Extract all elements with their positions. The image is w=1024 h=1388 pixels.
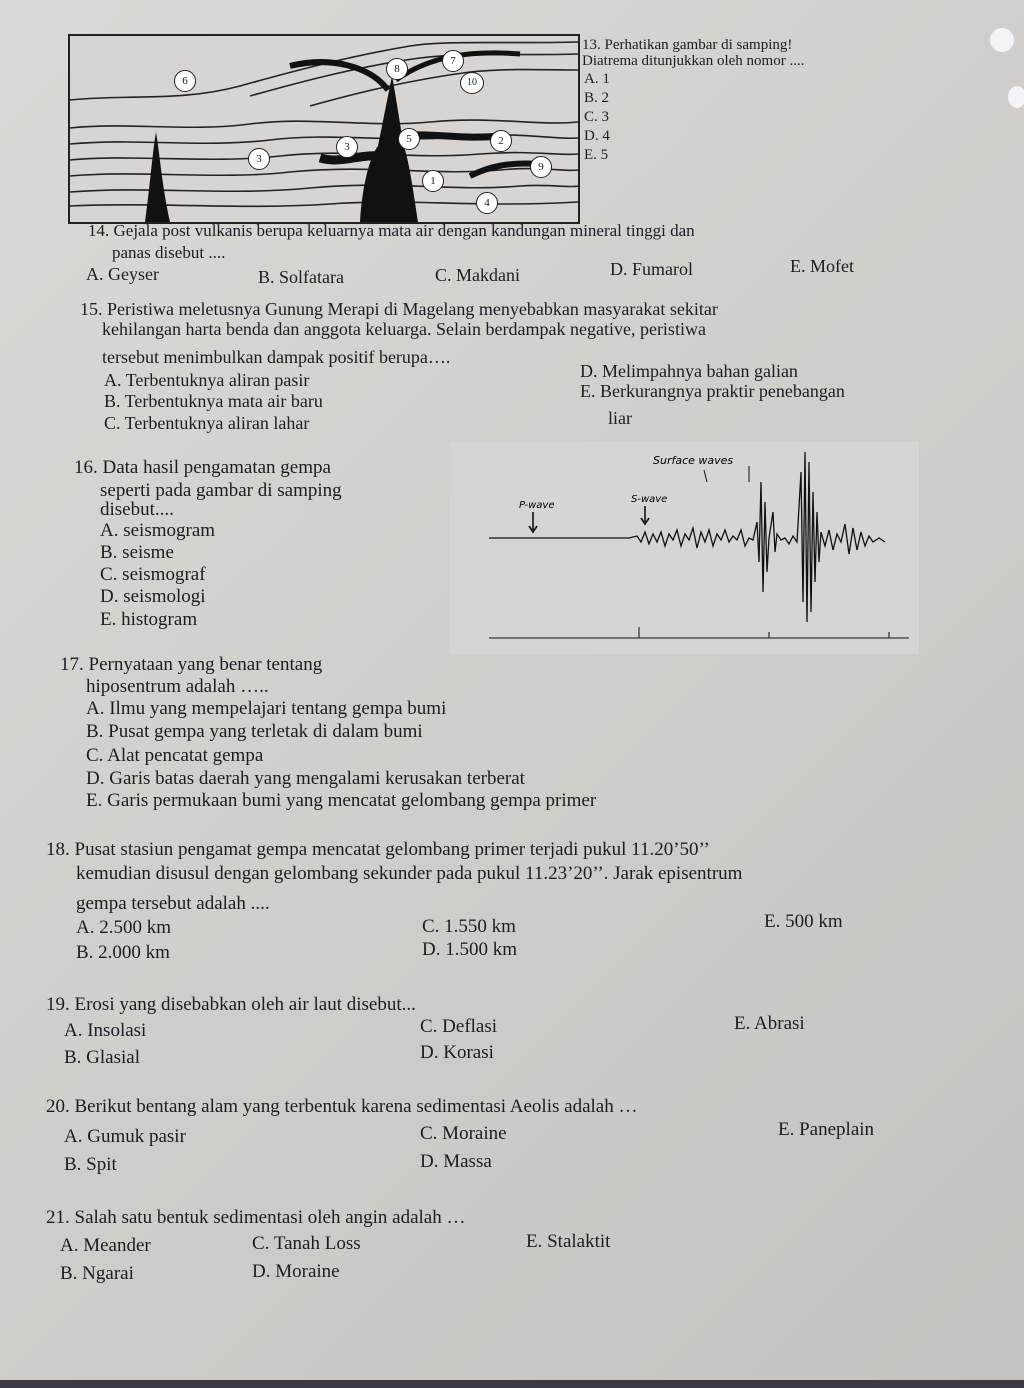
q20-option-c: C. Moraine — [420, 1123, 507, 1144]
q18-option-b: B. 2.000 km — [76, 942, 170, 963]
q15-option-c: C. Terbentuknya aliran lahar — [104, 413, 310, 433]
q13-option-d: D. 4 — [584, 128, 610, 144]
q16-question: 16. Data hasil pengamatan gempa — [74, 457, 331, 478]
q17-option-e: E. Garis permukaan bumi yang mencatat gelombang gempa primer — [86, 790, 597, 811]
q13-option-e: E. 5 — [584, 147, 609, 163]
q21-option-c: C. Tanah Loss — [252, 1233, 361, 1254]
p-wave-label: P-wave — [519, 500, 555, 511]
q17-option-d: D. Garis batas daerah yang mengalami kerusakan terberat — [86, 768, 525, 789]
volcano-cross-section — [70, 36, 578, 222]
q20-option-b: B. Spit — [64, 1154, 117, 1175]
q21-option-b: B. Ngarai — [60, 1263, 134, 1284]
q16-option-e: E. histogram — [100, 609, 198, 630]
q14-option-d: D. Fumarol — [610, 259, 693, 279]
q18-question: kemudian disusul dengan gelombang sekunder pada pukul 11.23’20’’. Jarak episentrum — [76, 863, 743, 884]
q21-question: 21. Salah satu bentuk sedimentasi oleh angin adalah … — [46, 1207, 466, 1228]
diagram-label: 1 — [422, 170, 444, 192]
q15-option-e-cont: liar — [608, 408, 632, 428]
q17-option-c: C. Alat pencatat gempa — [86, 745, 264, 766]
q19-option-b: B. Glasial — [64, 1047, 140, 1068]
q13-text: 13. Perhatikan gambar di samping! — [582, 37, 793, 53]
q19-option-a: A. Insolasi — [64, 1020, 147, 1041]
q15-question: kehilangan harta benda dan anggota keluarga. Selain berdampak negative, peristiwa — [102, 319, 706, 339]
q16-question: disebut.... — [100, 499, 174, 520]
q18-option-d: D. 1.500 km — [422, 939, 517, 960]
q14-question: panas disebut .... — [112, 243, 226, 262]
q14-option-c: C. Makdani — [435, 265, 520, 285]
q16-option-c: C. seismograf — [100, 564, 206, 585]
q18-question: 18. Pusat stasiun pengamat gempa mencatat gelombang primer terjadi pukul 11.20’50’’ — [46, 839, 710, 860]
q17-question: 17. Pernyataan yang benar tentang — [60, 654, 323, 675]
q16-option-d: D. seismologi — [100, 586, 206, 607]
seismogram-figure — [449, 442, 919, 654]
q19-option-e: E. Abrasi — [734, 1013, 805, 1034]
q21-option-d: D. Moraine — [252, 1261, 340, 1282]
q13-option-a: A. 1 — [584, 71, 610, 87]
diagram-label: 3 — [248, 148, 270, 170]
q19-option-d: D. Korasi — [420, 1042, 494, 1063]
diagram-label: 7 — [442, 50, 464, 72]
seismogram-trace — [449, 442, 919, 654]
q14-option-a: A. Geyser — [86, 264, 159, 284]
q18-option-c: C. 1.550 km — [422, 916, 516, 937]
q21-option-e: E. Stalaktit — [526, 1231, 611, 1252]
page-bottom-edge — [0, 1380, 1024, 1388]
q18-option-e: E. 500 km — [764, 911, 843, 932]
q20-option-e: E. Paneplain — [778, 1119, 875, 1140]
q13-option-b: B. 2 — [584, 90, 610, 106]
diagram-label: 5 — [398, 128, 420, 150]
q15-option-b: B. Terbentuknya mata air baru — [104, 391, 323, 411]
q17-question: hiposentrum adalah ….. — [86, 676, 269, 697]
q15-option-e: E. Berkurangnya praktir penebangan — [580, 381, 845, 401]
diagram-label: 8 — [386, 58, 408, 80]
q13-text: Diatrema ditunjukkan oleh nomor .... — [582, 53, 805, 69]
q15-option-d: D. Melimpahnya bahan galian — [580, 361, 798, 381]
q21-option-a: A. Meander — [60, 1235, 151, 1256]
diagram-label: 3 — [336, 136, 358, 158]
q20-question: 20. Berikut bentang alam yang terbentuk karena sedimentasi Aeolis adalah … — [46, 1096, 638, 1117]
q16-option-b: B. seisme — [100, 542, 174, 563]
q13-option-c: C. 3 — [584, 109, 610, 125]
diagram-label: 6 — [174, 70, 196, 92]
q20-option-d: D. Massa — [420, 1151, 492, 1172]
margin-dot — [1008, 86, 1024, 108]
q18-question: gempa tersebut adalah .... — [76, 893, 270, 914]
diagram-label: 9 — [530, 156, 552, 178]
q19-question: 19. Erosi yang disebabkan oleh air laut disebut... — [46, 994, 416, 1015]
diagram-label: 2 — [490, 130, 512, 152]
volcano-diagram — [68, 34, 580, 224]
q15-option-a: A. Terbentuknya aliran pasir — [104, 370, 310, 390]
q16-option-a: A. seismogram — [100, 520, 216, 541]
surface-waves-label: Surface waves — [653, 454, 734, 467]
q19-option-c: C. Deflasi — [420, 1016, 498, 1037]
q18-option-a: A. 2.500 km — [76, 917, 171, 938]
q17-option-b: B. Pusat gempa yang terletak di dalam bumi — [86, 721, 423, 742]
diagram-label: 10 — [460, 72, 484, 94]
q16-question: seperti pada gambar di samping — [100, 480, 342, 501]
q14-question: 14. Gejala post vulkanis berupa keluarnya mata air dengan kandungan mineral tinggi dan — [88, 221, 695, 240]
diagram-label: 4 — [476, 192, 498, 214]
q14-option-e: E. Mofet — [790, 256, 854, 276]
q15-question: 15. Peristiwa meletusnya Gunung Merapi di Magelang menyebabkan masyarakat sekitar — [80, 299, 718, 319]
q20-option-a: A. Gumuk pasir — [64, 1126, 186, 1147]
q14-option-b: B. Solfatara — [258, 267, 344, 287]
q17-option-a: A. Ilmu yang mempelajari tentang gempa bumi — [86, 698, 447, 719]
q15-question: tersebut menimbulkan dampak positif berupa…. — [102, 347, 451, 367]
s-wave-label: S-wave — [631, 494, 668, 505]
margin-dot — [990, 28, 1014, 52]
